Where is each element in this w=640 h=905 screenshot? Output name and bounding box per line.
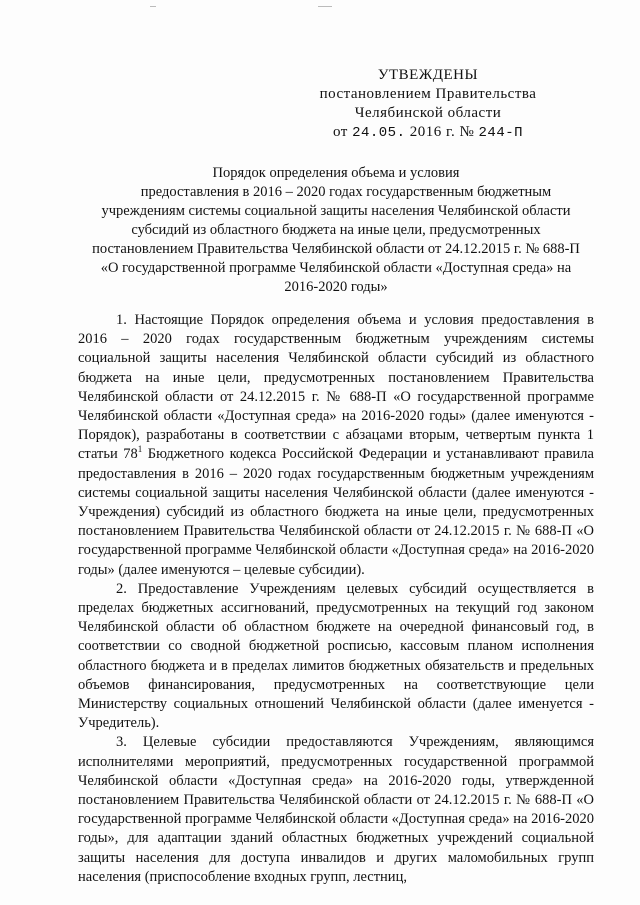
title-line: предоставления в 2016 – 2020 годах государственным бюджетным — [140, 184, 552, 200]
title-line: «О государственной программе Челябинской области «Доступная среда» на — [100, 260, 572, 276]
paragraph-1 — [78, 311, 594, 580]
paragraph-1-text-a: 1. Настоящие Порядок определения объема и условия предоставления в 2016 – 2020 годах государственным бюджетным учреждениям системы социальной защиты населения Челябинской области субсидий из областного бюджета на иные цели, предусмотренных постановлением Правительства Челябинской области от 24.12.2015 г. № 688-П «О государственной программе Челябинской области «Доступная среда» на 2016-2020 годы» (далее именуются - Порядок), разработаны в соответствии с абзацами вторым, четвертым пункта 1 статьи 78 — [78, 312, 594, 463]
title-line: Порядок определения объема и условия — [212, 165, 460, 181]
title-line: учреждениям системы социальной защиты населения Челябинской области — [101, 203, 571, 219]
title-line: 2016-2020 годы» — [284, 279, 388, 295]
approval-block — [318, 66, 538, 143]
approval-number: 244-П — [478, 125, 524, 141]
document-body — [78, 311, 594, 887]
scan-artifact — [150, 6, 156, 7]
article-superscript: 1 — [137, 444, 143, 455]
approval-line1: постановлением Правительства — [319, 86, 537, 102]
approval-line2: Челябинской области — [354, 105, 502, 121]
approval-heading: УТВЕЖДЕНЫ — [377, 67, 479, 83]
title-line: постановлением Правительства Челябинской области от 24.12.2015 г. № 688-П — [92, 241, 580, 257]
title-line: субсидий из областного бюджета на иные цели, предусмотренных — [131, 222, 541, 238]
approval-date-prefix: от — [332, 124, 348, 140]
scan-artifact — [318, 6, 332, 7]
approval-date: 24.05. — [352, 125, 406, 141]
approval-date-line — [318, 123, 538, 143]
paragraph-1-text-b: Бюджетного кодекса Российской Федерации и устанавливают правила предоставления в 2016 – 2020 годах государственным бюджетным учреждениям системы социальной защиты населения Челябинской области (далее именуются - Учреждения) субсидий из областного бюджета на иные цели, предусмотренных постановлением Правительства Челябинской области от 24.12.2015 г. № 688-П «О государственной программе Челябинской области «Доступная среда» на 2016-2020 годы» (далее именуются – целевые субсидии). — [78, 446, 594, 578]
document-title — [78, 164, 594, 297]
approval-year: 2016 г. № — [409, 124, 475, 140]
paragraph-2: 2. Предоставление Учреждениям целевых субсидий осуществляется в пределах бюджетных ассигнований, предусмотренных на текущий год законом Челябинской области об областном бюджете на очередной финансовый год, в соответствии со сводной бюджетной росписью, кассовым планом исполнения областного бюджета и в пределах лимитов бюджетных обязательств и предельных объемов финансирования, предусмотренных на соответствующие цели Министерству социальных отношений Челябинской области (далее именуется - Учредитель). — [78, 580, 594, 732]
paragraph-3: 3. Целевые субсидии предоставляются Учреждениям, являющимся исполнителями мероприятий, предусмотренных государственной программой Челябинской области «Доступная среда» на 2016-2020 годы, утвержденной постановлением Правительства Челябинской области от 24.12.2015 г. № 688-П «О государственной программе Челябинской области «Доступная среда» на 2016-2020 годы», для адаптации зданий областных бюджетных учреждений социальной защиты населения для доступа инвалидов и других маломобильных групп населения (приспособление входных групп, лестниц, — [78, 734, 594, 885]
